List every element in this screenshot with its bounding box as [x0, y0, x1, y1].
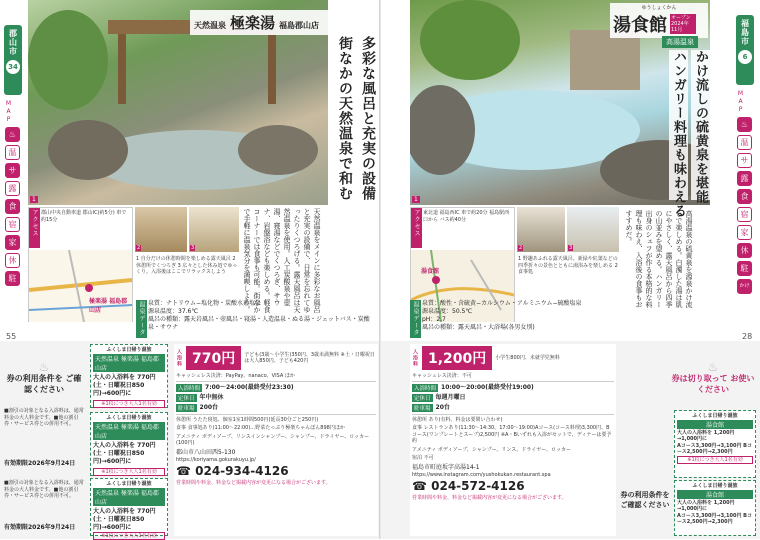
right-body-text-wrap — [624, 210, 734, 310]
coupon-note: ※1枚につき大人1名有効 — [93, 468, 165, 477]
hot-spring-icon: ♨ — [5, 127, 20, 142]
coupon-note: ※1枚につき大人1名有効 — [93, 400, 165, 409]
coupon-head: ふくしま日帰り湯旅 — [93, 481, 165, 488]
meal-icon: 食 — [737, 189, 752, 204]
phone-icon: ☎ — [412, 479, 431, 493]
left-catch — [330, 36, 378, 206]
right-cut-notice — [670, 362, 756, 395]
coupon-text: 大人の入浴料を 770円(土・日曜祝日850円)→600円に — [93, 508, 165, 532]
right-spring-label: 温泉データ — [410, 300, 421, 338]
coupon-text-b: Aコース3,300円→3,100円 Bコース2,500円→2,300円 — [677, 443, 753, 456]
left-price-label: 入浴料 — [176, 349, 183, 367]
rest-icon: 休 — [737, 243, 752, 258]
phone-icon: ☎ — [176, 464, 195, 478]
left-address: 郡山市八山田西5-130 — [176, 449, 376, 457]
right-thumb-2 — [517, 207, 565, 252]
left-coupon-2[interactable] — [90, 412, 168, 476]
left-validity-1: 有効期限2026年9月24日 — [4, 460, 75, 468]
right-tel — [412, 479, 614, 493]
right-thumb-3-num: 3 — [568, 245, 573, 251]
right-bullet: アメニティ ボディソープ、シャンプー、リンス、ドライヤー、ロッカー — [412, 447, 614, 454]
left-page-no: 55 — [6, 332, 16, 341]
left-title-prefix: 天然温泉 — [194, 20, 226, 31]
left-map-caption: 極楽湯 福島郡山店 — [89, 296, 129, 314]
right-parking-label: 駐車場 — [412, 404, 433, 412]
right-price-note: 小学生800円、未就学児無料 — [495, 355, 614, 362]
sauna-icon: サ — [737, 153, 752, 168]
left-payment: キャッシュレス決済：PayPay、nanaco、VISA ほか — [176, 372, 376, 382]
right-city-tab[interactable] — [736, 15, 754, 85]
left-thumb-2-num: 2 — [136, 245, 141, 251]
page-gutter — [379, 0, 381, 539]
right-city-num: 6 — [738, 50, 752, 64]
right-ruby: ゆうしょくかん — [613, 4, 705, 11]
left-spring-type: 風呂の種類：露天岩風呂・壺風呂・寝湯・人造温泉・ぬる湯・ジェットバス・炭酸泉・サウナ — [148, 316, 380, 332]
left-body-text: 天然温泉をメインに多彩なお風呂と充実の設備で、日常を忘れてゆったりくつろげる。露天風呂は天然温泉を使用。人工炭酸泉や壺湯、寝湯などでくつろぎ、サウナ、岩盤浴なども楽しめる。軽食コーナーでは食事も可能。街なかで手軽に温泉気分を満喫しよう。 — [242, 208, 322, 314]
left-photo-num: 1 — [30, 196, 38, 203]
right-access-text: 東北道 福島西IC 車で約20分 福島駅西口から バス約40分 — [423, 210, 513, 223]
hot-spring-icon: ♨ — [737, 117, 752, 132]
right-bullet: 休憩所 あり(有料、料金は要問い合わせ) — [412, 417, 614, 424]
right-title-block — [610, 3, 708, 38]
left-price-note: 子ども(3歳〜小学生)350円、3歳未満無料 ※土・日曜祝日は大人850円、子ども420円 — [244, 352, 376, 365]
stay-icon: 宿 — [5, 217, 20, 232]
right-bullet: 宿泊 不可 — [412, 455, 614, 462]
meal-icon: 食 — [5, 199, 20, 214]
right-catch-line-1: かけ流しの硫黄泉を堪能 — [691, 50, 710, 200]
right-tel-number[interactable]: 024-572-4126 — [431, 479, 524, 493]
left-catch-line-1: 多彩な風呂と充実の設備 — [358, 36, 378, 206]
right-hours-label: 入浴時間 — [412, 384, 438, 392]
right-spring-ph: pH：2.7 — [422, 316, 710, 324]
right-map-label: MAP — [737, 90, 744, 114]
left-access-text: 郡山中央自動車道 郡山IC(約5分) 車で約15分 — [41, 210, 131, 223]
left-tel-number[interactable]: 024-934-4126 — [195, 464, 288, 478]
coupon-name: 天然温泉 極楽湯 福島郡山店 — [93, 354, 165, 372]
right-cut-notice-text: 券は切り取って お使いください — [670, 373, 756, 395]
coupon-text: 大人の入浴料を 770円(土・日曜祝日850円)→600円に — [93, 442, 165, 466]
right-bullet: 食事 レストランあり(11:30〜14:30、17:00〜19:00)Aコース(コース料理)3,300円、Bコース(ワンプレートとスープ)2,500円 ※A・Bいずれも入浴がセットで、ディナーは要予約 — [412, 425, 614, 445]
right-coupon-title-b — [620, 490, 670, 510]
right-coupon-2[interactable] — [674, 480, 756, 536]
right-payment: キャッシュレス決済：不可 — [412, 372, 614, 382]
left-thumb-3-num: 3 — [190, 245, 195, 251]
coupon-text: 大人の入浴料を 1,200円→1,000円に — [677, 430, 753, 443]
right-page-no: 28 — [742, 332, 752, 341]
coupon-head: ふくしま日帰り湯旅 — [93, 347, 165, 354]
left-hours: 7:00〜24:00(最終受付23:30) — [205, 384, 294, 392]
left-coupon-small-1: ■割引の対象となる入浴料は、通常料金の大人料金です。■他の割引券・サービス券との併用不可。 — [4, 408, 86, 428]
right-page — [380, 0, 760, 539]
right-thumb-3 — [567, 207, 619, 252]
right-info — [410, 344, 616, 536]
right-genre: 高湯温泉 — [662, 36, 698, 48]
left-access-box — [28, 207, 133, 322]
right-access-label: アクセス — [411, 208, 422, 248]
right-hours: 10:00〜20:00(最終受付19:00) — [441, 384, 534, 392]
onsen-icon: 温 — [5, 145, 20, 160]
coupon-name: 天然温泉 極楽湯 福島郡山店 — [93, 422, 165, 440]
right-spring-type: 風呂の種類：露天風呂・大浴場(各男女別) — [422, 324, 710, 332]
right-icon-column — [737, 90, 754, 297]
right-page-title: 湯食館 — [613, 11, 667, 37]
kakenagashi-icon: かけ — [737, 279, 752, 294]
right-catch — [666, 50, 710, 200]
left-url[interactable]: https://koriyama.gokurakuyu.jp/ — [176, 457, 376, 464]
right-photo-num: 1 — [412, 196, 420, 203]
left-bullet: 食事 食事処あり(11:00〜22:00)…野菜たっぷり極楽ちゃんぽん898円ほか — [176, 425, 376, 432]
left-spring-quality: 泉質：ナトリウム−塩化物・炭酸水素塩泉 — [148, 300, 380, 308]
right-closed: 毎週月曜日 — [436, 394, 466, 402]
right-address: 福島市町庭坂字高湯14-1 — [412, 464, 614, 472]
right-coupon-1[interactable] — [674, 410, 756, 478]
right-footer-note: 営業時間や料金、料金など掲載内容が変更になる場合がございます。 — [412, 495, 614, 502]
coupon-head: ふくしま日帰り湯旅 — [93, 415, 165, 422]
left-info — [174, 344, 378, 536]
coupon-name: 湯食館 — [677, 420, 753, 429]
coupon-note: ※1枚につき大人1名有効 — [93, 532, 165, 540]
left-closed: 年中無休 — [200, 394, 224, 402]
left-coupon-title-text: 券の利用条件を ご確認ください — [4, 373, 84, 395]
left-photo-captions: 1 自分だけの休憩時間を楽しめる露天風呂 2 休憩所でくつろぎ 3 広々とした休み処でゆっくり。入浴後はここでリラックスしよう — [136, 256, 238, 276]
family-icon: 家 — [5, 235, 20, 250]
coupon-text: 大人の入浴料を 1,200円→1,000円に — [677, 500, 753, 513]
right-body-text: 高湯温泉の硫黄泉を源泉かけ流しで楽しめる。白濁した湯は肌にやさしく、露天風呂から四季の山並みを望める。ハンガリー出身のシェフが作る本格的な料理も味わえ、入浴後の食事もおすすめだ。 — [624, 210, 694, 308]
sauna-icon: サ — [5, 163, 20, 178]
open-air-icon: 露 — [737, 171, 752, 186]
open-air-icon: 露 — [5, 181, 20, 196]
onsen-icon: 温 — [737, 135, 752, 150]
right-url[interactable]: https://www.instagram.com/yushokukan.restaurant.spa — [412, 472, 614, 479]
right-catch-line-2: ハンガリー料理も味わえる — [669, 50, 688, 200]
left-tel — [176, 464, 376, 478]
right-open-badge: オープン 2024年11月 — [670, 14, 696, 34]
left-spring-data — [136, 300, 380, 332]
parking-icon: 駐 — [5, 271, 20, 286]
left-page — [0, 0, 380, 539]
left-hours-label: 入浴時間 — [176, 384, 202, 392]
left-icon-column — [5, 100, 22, 289]
right-price: 1,200円 — [422, 346, 492, 370]
left-page-title: 極楽湯 — [230, 12, 275, 33]
left-parking-label: 駐車場 — [176, 404, 197, 412]
left-title-suffix: 福島郡山店 — [279, 20, 319, 31]
left-parking: 200台 — [200, 404, 219, 412]
left-spring-temp: 源泉温度：37.6℃ — [148, 308, 380, 316]
left-coupon-small-2: ■割引の対象となる入浴料は、通常料金の大人料金です。■他の割引券・サービス券との併用不可。 — [4, 480, 86, 500]
right-map-caption: 湯食館 — [421, 266, 439, 275]
left-city-num: 34 — [6, 60, 20, 74]
left-bullet: 休憩所 うたた寝処、個室1室1時間500円(延長30分ごと250円) — [176, 417, 376, 424]
right-spring-data — [410, 300, 710, 332]
left-thumb-2 — [135, 207, 187, 252]
right-closed-label: 定休日 — [412, 394, 433, 402]
right-steam-icon: ♨ — [670, 362, 756, 373]
right-photo-captions: 1 野趣あふれる露天風呂。新緑や紅葉などの四季折々の景色とともに湯浴みを楽しめる 2 食事処 — [518, 256, 620, 276]
left-spring-label: 温泉データ — [136, 300, 147, 338]
coupon-name: 湯食館 — [677, 490, 753, 499]
coupon-head: ふくしま日帰り湯旅 — [677, 413, 753, 420]
coupon-head: ふくしま日帰り湯旅 — [677, 483, 753, 490]
coupon-text-b: Aコース3,300円→3,100円 Bコース2,500円→2,300円 — [677, 513, 753, 526]
left-map-label: MAP — [5, 100, 12, 124]
left-footer-note: 営業時間や料金、料金など掲載内容が変更になる場合がございます。 — [176, 480, 376, 487]
right-spring-temp: 源泉温度：50.5℃ — [422, 308, 710, 316]
left-validity-2: 有効期限2026年9月24日 — [4, 524, 75, 532]
right-spring-quality: 泉質：酸性・含硫黄−カルシウム・アルミニウム−硫酸塩泉 — [422, 300, 710, 308]
left-catch-line-2: 街なかの天然温泉で和む — [335, 36, 355, 206]
right-thumb-2-num: 2 — [518, 245, 523, 251]
rest-icon: 休 — [5, 253, 20, 268]
coupon-note: ※1枚につき大人1名有効 — [677, 456, 753, 465]
left-city-tab[interactable] — [4, 25, 22, 95]
left-title-block — [190, 10, 375, 35]
right-city-name: 福島市 — [740, 19, 751, 46]
right-coupon-title-b-text: 券の利用条件を ご確認ください — [620, 490, 670, 510]
left-bullet: アメニティ ボディソープ、リンスインシャンプー、シャンプー、ドライヤー、ロッカー(100円) — [176, 434, 376, 447]
right-parking: 20台 — [436, 404, 450, 412]
parking-icon: 駐 — [737, 261, 752, 276]
left-steam-icon: ♨ — [4, 362, 84, 373]
left-closed-label: 定休日 — [176, 394, 197, 402]
left-coupon-1[interactable] — [90, 344, 168, 408]
left-coupon-3[interactable] — [90, 478, 168, 536]
left-thumb-3 — [189, 207, 239, 252]
right-price-label: 入浴料 — [412, 349, 419, 367]
left-access-label: アクセス — [29, 208, 40, 248]
family-icon: 家 — [737, 225, 752, 240]
left-coupon-title — [4, 362, 84, 395]
stay-icon: 宿 — [737, 207, 752, 222]
left-city-name: 郡山市 — [8, 29, 19, 56]
coupon-name: 天然温泉 極楽湯 福島郡山店 — [93, 488, 165, 506]
coupon-text: 大人の入浴料を 770円(土・日曜祝日850円)→600円に — [93, 374, 165, 398]
left-price: 770円 — [186, 346, 241, 370]
